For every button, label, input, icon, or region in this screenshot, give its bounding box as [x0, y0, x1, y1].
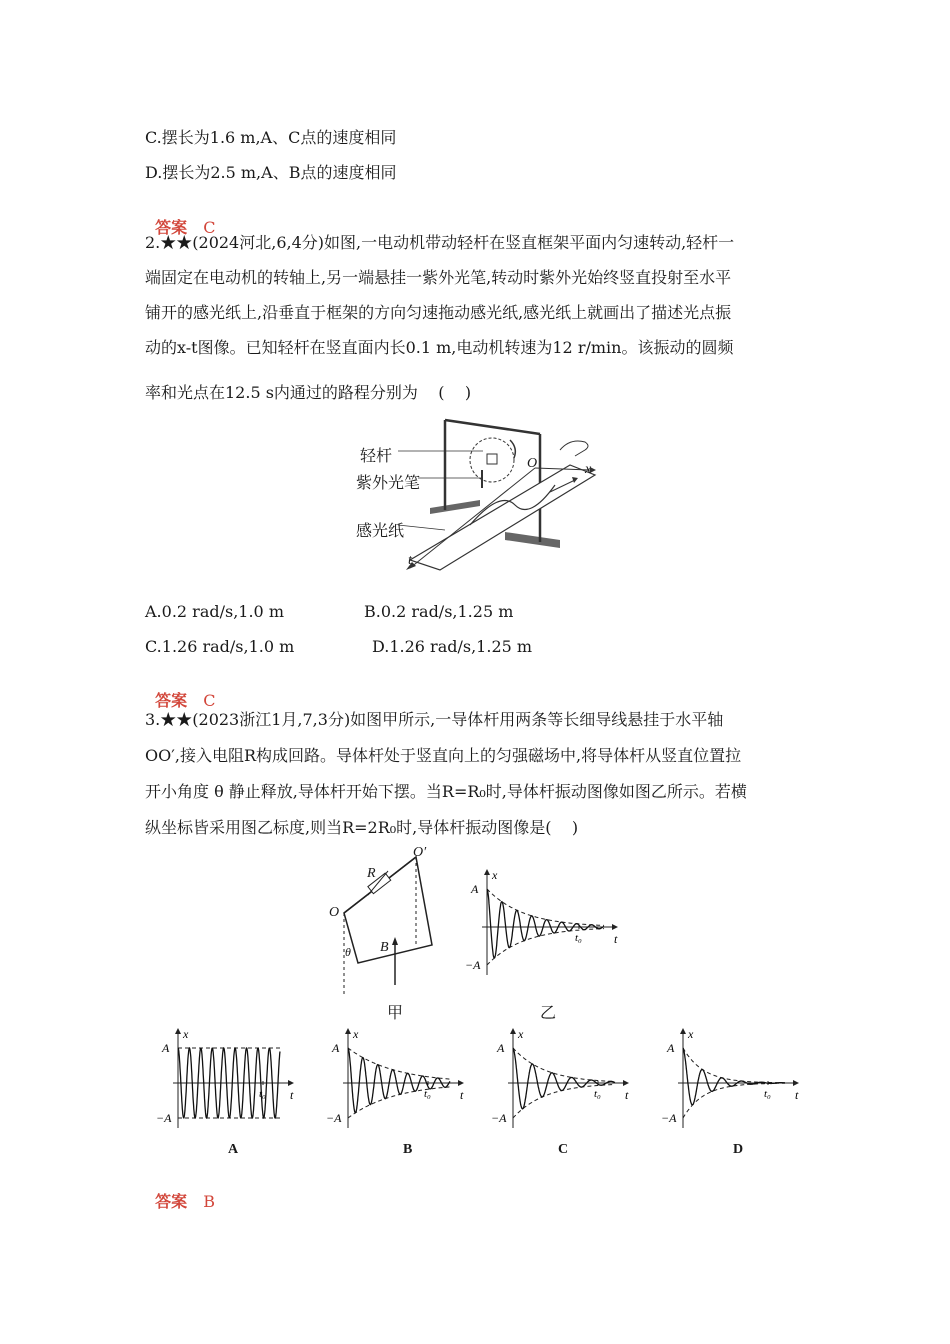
caption-jia: 甲 [387, 1005, 404, 1022]
q1-option-d: D.摆长为2.5 m,A、B点的速度相同 [145, 163, 397, 182]
label-t: t [408, 553, 412, 568]
answer-label: 答案 [155, 220, 188, 237]
t-label: t [795, 1088, 799, 1102]
q3-line-4: 纵坐标皆采用图乙标度,则当R=2R₀时,导体杆振动图像是( ) [145, 818, 579, 837]
label-r: R [367, 866, 376, 881]
t-axis-arrow [793, 1080, 799, 1086]
label-pen: 紫外光笔 [356, 475, 421, 492]
x-label: x [492, 868, 498, 882]
label-paper: 感光纸 [356, 523, 405, 540]
t-label: t [290, 1088, 294, 1102]
x-label: x [353, 1027, 359, 1041]
x-label: x [518, 1027, 524, 1041]
choice-b-caption: B [403, 1142, 413, 1157]
t0-label: t₀ [575, 932, 582, 944]
label-b: B [380, 940, 389, 955]
t0-label: t₀ [594, 1088, 601, 1100]
q2-line-2: 端固定在电动机的转轴上,另一端悬挂一紫外光笔,转动时紫外光始终竖直投射至水平 [145, 268, 732, 287]
label-x: x [585, 462, 592, 477]
t0-label: t₀ [764, 1088, 771, 1100]
choice-d-graph [655, 1025, 805, 1140]
neg-amplitude-label: −A [491, 1111, 507, 1125]
q3-line-2: OO′,接入电阻R构成回路。导体杆处于竖直向上的匀强磁场中,将导体杆从竖直位置拉 [145, 746, 742, 765]
label-o-prime: O′ [413, 845, 427, 860]
q2-line-4: 动的x-t图像。已知轻杆在竖直面内长0.1 m,电动机转速为12 r/min。该振动的圆频 [145, 338, 734, 357]
neg-amplitude-label: −A [326, 1111, 342, 1125]
t0-label: t₀ [259, 1088, 266, 1100]
label-rod: 轻杆 [360, 448, 393, 465]
neg-amplitude-label: −A [661, 1111, 677, 1125]
choice-a-graph [150, 1025, 300, 1140]
amplitude-label: A [332, 1041, 340, 1055]
q2-option-d: D.1.26 rad/s,1.25 m [372, 637, 533, 656]
answer-value: B [203, 1192, 215, 1211]
amplitude-label: A [162, 1041, 170, 1055]
upper-envelope [348, 1048, 450, 1079]
x-label: x [688, 1027, 694, 1041]
x-axis-arrow [484, 869, 490, 875]
q2-option-c: C.1.26 rad/s,1.0 m [145, 637, 295, 656]
q1-option-c: C.摆长为1.6 m,A、C点的速度相同 [145, 128, 397, 147]
choice-c-caption: C [558, 1142, 569, 1157]
t0-label: t₀ [424, 1088, 431, 1100]
label-theta: θ [345, 945, 351, 959]
oscillation-curve [348, 1048, 450, 1113]
choice-c-graph [485, 1025, 635, 1140]
amplitude-label: A [667, 1041, 675, 1055]
q2-option-b: B.0.2 rad/s,1.25 m [364, 602, 514, 621]
label-o: O [527, 456, 538, 471]
t-axis-arrow [458, 1080, 464, 1086]
answer-label: 答案 [155, 693, 188, 710]
oscillation-curve [487, 889, 604, 958]
answer-label: 答案 [155, 1194, 188, 1211]
label-o: O [329, 905, 340, 920]
amplitude-label: A [471, 882, 479, 896]
q3-line-1: 3.★★(2023浙江1月,7,3分)如图甲所示,一导体杆用两条等长细导线悬挂于水平轴 [145, 710, 724, 729]
q2-answer [145, 671, 215, 712]
q2-line-5: 率和光点在12.5 s内通过的路程分别为 ( ) [145, 383, 472, 402]
t-label: t [460, 1088, 464, 1102]
x-axis-arrow [345, 1028, 351, 1034]
answer-value: C [203, 691, 216, 710]
choice-b-graph [320, 1025, 470, 1140]
x-axis-arrow [175, 1028, 181, 1034]
t-axis-arrow [288, 1080, 294, 1086]
q2-option-a: A.0.2 rad/s,1.0 m [145, 602, 284, 621]
neg-amplitude-label: −A [465, 958, 481, 972]
x-label: x [183, 1027, 189, 1041]
t-axis-arrow [623, 1080, 629, 1086]
amplitude-label: A [497, 1041, 505, 1055]
answer-value: C [203, 218, 216, 237]
q3-answer [145, 1172, 215, 1213]
t-label: t [625, 1088, 629, 1102]
t-axis-arrow [612, 924, 618, 930]
choice-d-caption: D [733, 1142, 744, 1157]
q2-line-1: 2.★★(2024河北,6,4分)如图,一电动机带动轻杆在竖直框架平面内匀速转动,轻杆一 [145, 233, 735, 252]
choice-a-caption: A [228, 1142, 239, 1157]
caption-yi: 乙 [540, 1005, 557, 1022]
t-label: t [614, 932, 618, 946]
lower-envelope [487, 929, 604, 966]
q3-figure-jia [320, 845, 460, 1000]
q2-apparatus-figure [350, 410, 610, 580]
q3-line-3: 开小角度 θ 静止释放,导体杆开始下摆。当R=R₀时,导体杆振动图像如图乙所示。若横 [145, 782, 747, 801]
neg-amplitude-label: −A [156, 1111, 172, 1125]
x-axis-arrow [680, 1028, 686, 1034]
q3-graph-yi [455, 855, 625, 985]
x-axis-arrow [510, 1028, 516, 1034]
q2-line-3: 铺开的感光纸上,沿垂直于框架的方向匀速拖动感光纸,感光纸上就画出了描述光点振 [145, 303, 732, 322]
